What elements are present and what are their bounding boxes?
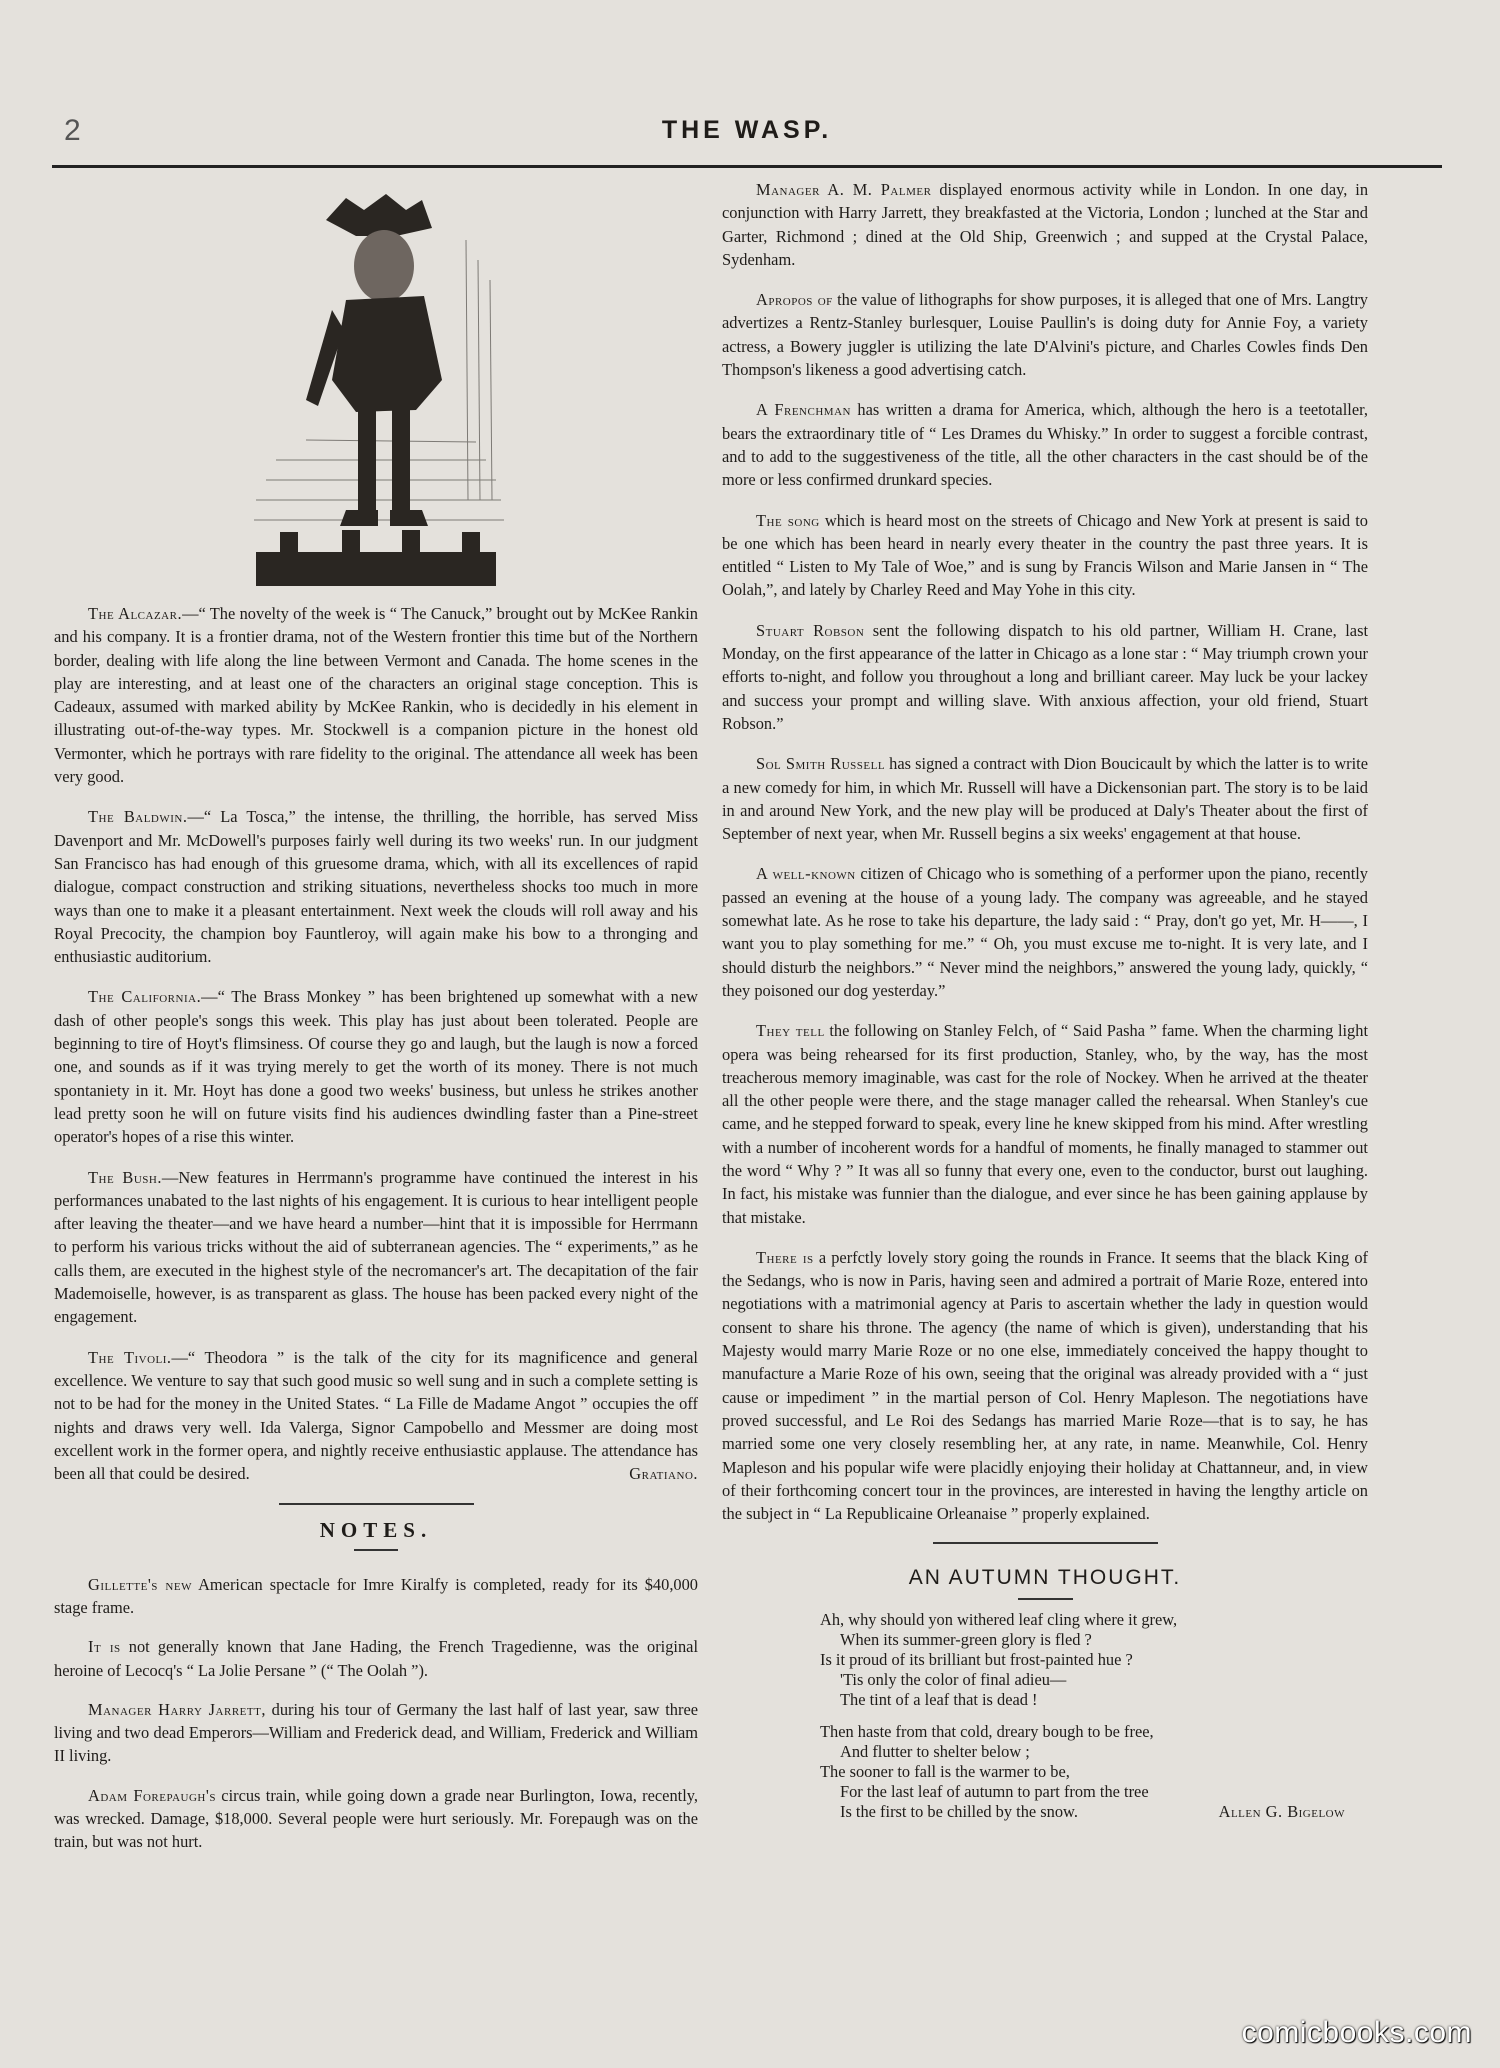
note-item <box>722 862 1368 1002</box>
note-lead: Apropos of <box>756 290 833 310</box>
note-lead: Gillette's new <box>88 1574 192 1594</box>
poem-line: The sooner to fall is the warmer to be, <box>820 1761 1070 1781</box>
article-text: —New features in Herrmann's programme have continued the interest in his performances unabated to the last nights of his engagement. It is curious to hear intelligent people after leaving the theater—and we have heard a number—hint that it is impossible for Herrmann to perform his various tricks without the aid of subterranean agencies. The “ experiments,” as he calls them, are executed in the highest style of the necromancer's art. The decapitation of the fair Mademoiselle, however, is as transparent as glass. The house has been packed every night of the engagement. <box>54 1167 698 1327</box>
note-item <box>722 509 1368 602</box>
site-watermark: comicbooks.com <box>1241 2016 1472 2049</box>
note-item <box>722 398 1368 491</box>
article-lead: The Baldwin. <box>88 807 188 827</box>
note-lead: Manager Harry Jarrett, <box>88 1699 266 1719</box>
article-lead: The Tivoli. <box>88 1347 172 1367</box>
poem-title-underline <box>1018 1598 1073 1600</box>
article-text: —“ Theodora ” is the talk of the city for its magnificence and general excellence. We venture to say that such good music so well sung and in such a complete setting is not to be had for the money in the United States. “ La Fille de Madame Angot ” occupies the off nights and draws very well. Ida Valerga, Signor Campobello and Messmer are doing most excellent work in the former opera, and nightly receive enthusiastic applause. The attendance has been all that could be desired. <box>54 1347 698 1484</box>
article-lead: The California. <box>88 987 202 1007</box>
note-text: sent the following dispatch to his old partner, William H. Crane, last Monday, on the first appearance of the latter in Chicago as a lone star : “ May triumph crown your efforts to-night, and follow you throughout a long and brilliant career. May luck be your lackey and success your prompt and willing slave. With anxious affection, your old friend, Stuart Robson.” <box>722 620 1369 733</box>
poem-line: And flutter to shelter below ; <box>840 1741 1030 1761</box>
note-text: the following on Stanley Felch, of “ Said Pasha ” fame. When the charming light opera was being rehearsed for its first production, Stanley, who, by the way, has the most treacherous memory imaginable, was cast for the role of Nockey. When he arrived at the theater all the other people were there, and the stage manager called the rehearsal. When Stanley's cue came, and he stepped forward to speak, every line he knew skipped from his mind. After wrestling with a number of incoherent words for a handful of moments, he finally managed to stammer out the word “ Why ? ” It was all so funny that every one, even to the conductor, burst out laughing. In fact, his mistake was funnier than the dialogue, and ever since he has been gaining applause by that mistake. <box>722 1021 1369 1227</box>
note-text: citizen of Chicago who is something of a performer upon the piano, recently passed an evening at the house of a young lady. The company was agreeable, and he stayed somewhat late. As he rose to take his departure, the lady said : “ Pray, don't go yet, Mr. H——, I want you to play something for me.” “ Oh, you must excuse me to-night. It is very late, and I should disturb the neighbors.” “ Never mind the neighbors,” answered the young lady, quickly, “ they poisoned our dog yesterday.” <box>722 864 1368 1000</box>
note-item <box>722 288 1368 381</box>
masthead-title: THE WASP. <box>661 116 833 144</box>
note-lead: Adam Forepaugh's <box>88 1785 216 1805</box>
poem-divider <box>933 1542 1158 1544</box>
article-text: —“ The Brass Monkey ” has been brightened up somewhat with a new dash of other people's songs this week. This play has just about been tolerated. People are beginning to tire of Hoyt's flimsiness. Of course they go and laugh, but the laugh is now a forced one, and sounds as if it was trying merely to get the worth of its money. There is not much spontaniety in it. Mr. Hoyt has done a good two weeks' business, but unless he strikes another lead pretty soon he will on future visits find his audiences dwindling faster than a Pine-street operator's hopes of a rise this winter. <box>54 987 698 1147</box>
header-rule <box>52 165 1442 168</box>
article-california <box>54 985 698 1148</box>
note-lead: Sol Smith Russell <box>756 754 886 774</box>
poem-line: When its summer-green glory is fled ? <box>840 1629 1092 1649</box>
caricature-illustration <box>246 180 506 592</box>
note-lead: There is <box>756 1247 814 1267</box>
right-column <box>722 178 1368 1822</box>
page-number: 2 <box>64 114 81 147</box>
article-bush <box>54 1166 698 1329</box>
note-lead: They tell <box>756 1021 825 1041</box>
note-text: American spectacle for Imre Kiralfy is completed, ready for its $40,000 stage frame. <box>54 1574 699 1617</box>
poem-line: Then haste from that cold, dreary bough to be free, <box>820 1721 1154 1741</box>
note-text: the value of lithographs for show purposes, it is alleged that one of Mrs. Langtry advertizes a Rentz-Stanley burlesquer, Louise Paullin's is doing duty for Annie Foy, a variety actress, a Bowery juggler is utilizing the late D'Alvini's picture, and Charles Cowles finds Den Thompson's likeness a good advertising catch. <box>722 290 1368 380</box>
note-text: not generally known that Jane Hading, the French Tragedienne, was the original heroine of Lecocq's “ La Jolie Persane ” (“ The Oolah ”). <box>54 1637 698 1680</box>
stanza-gap <box>820 1710 1345 1722</box>
note-item <box>722 752 1368 845</box>
notes-heading <box>54 1519 698 1550</box>
article-baldwin <box>54 805 698 968</box>
article-alcazar <box>54 602 698 788</box>
note-item <box>722 1246 1368 1526</box>
article-lead: The Bush. <box>88 1167 162 1187</box>
note-item <box>54 1698 698 1768</box>
note-lead: It is <box>88 1637 121 1657</box>
left-column <box>54 178 698 1870</box>
note-lead: Manager A. M. Palmer <box>756 180 932 199</box>
note-lead: A Frenchman <box>756 400 851 420</box>
poem-line: The tint of a leaf that is dead ! <box>840 1689 1038 1709</box>
note-item <box>54 1573 698 1620</box>
article-text: —“ The novelty of the week is “ The Canuck,” brought out by McKee Rankin and his company. It is a frontier drama, not of the Western frontier this time but of the Northern border, dealing with life along the line between Vermont and Canada. The home scenes in the play are interesting, and at least one of the characters an original stage conception. This is Cadeaux, assumed with marked ability by McKee Rankin, who is decidedly in his element in illustrating out-of-the-way types. Mr. Stockwell is a companion picture in the honest old Vermonter, which he portrays with rare fidelity to the original. The attendance all week has been very good. <box>54 604 698 787</box>
note-text: has written a drama for America, which, although the hero is a teetotaller, bears the extraordinary title of “ Les Drames du Whisky.” In order to suggest a forcible contrast, and to add to the suggestiveness of the title, all the other characters in the cast should be of the more or less confirmed drunkard species. <box>722 400 1368 490</box>
note-text: has signed a contract with Dion Boucicault by which the latter is to write a new comedy for him, in which Mr. Russell will have a Dickensonian part. The story is to be laid in and around New York, and the new play will be produced at Daly's Theater about the first of September of next year, when Mr. Russell begins a six weeks' engagement at that house. <box>722 754 1369 844</box>
notes-heading-underline <box>354 1549 398 1551</box>
note-item <box>722 178 1368 271</box>
article-tivoli <box>54 1346 698 1486</box>
notes-heading-text: NOTES. <box>319 1518 433 1543</box>
poem-line: For the last leaf of autumn to part from the tree <box>840 1781 1149 1801</box>
note-item <box>54 1784 698 1854</box>
poem-line: Is it proud of its brilliant but frost-painted hue ? <box>820 1649 1133 1669</box>
poem-line: Ah, why should yon withered leaf cling where it grew, <box>820 1609 1178 1629</box>
page-header <box>52 108 1442 162</box>
poem-last-line <box>820 1802 1345 1822</box>
section-divider <box>279 1503 474 1505</box>
poem-line: Is the first to be chilled by the snow. <box>840 1801 1078 1821</box>
poem-author: Allen G. Bigelow <box>1218 1801 1345 1821</box>
note-lead: The song <box>756 510 820 530</box>
note-text: during his tour of Germany the last half of last year, saw three living and two dead Emperors—William and Frederick dead, and William, Frederick and William II living. <box>54 1699 698 1766</box>
note-item <box>722 619 1368 735</box>
note-text: a perfctly lovely story going the rounds in France. It seems that the black King of the Sedangs, who is now in Paris, having seen and admired a portrait of Marie Roze, entered into negotiations with a matrimonial agency at Paris to ascertain whether the lady in question would consent to share his throne. The agency (the name of which is given), understanding that his Majesty would marry Marie Roze or no one else, immediately conceived the happy thought to manufacture a Marie Roze of his own, seeing that the original was already provided with a “ just cause or impediment ” in the martial person of Col. Henry Mapleson. The negotiations have proved successful, and Le Roi des Sedangs has married Marie Roze—that is to say, he has married some one very closely resembling her, at any rate, in name. Meanwhile, Col. Henry Mapleson and his popular wife were placidly enjoying their holiday at Chattanneur, and, in view of their forthcoming concert tour in the provinces, are interested in having the lengthy article on the subject in “ La Republicaine Orleanaise ” properly explained. <box>722 1247 1368 1524</box>
article-text: —“ La Tosca,” the intense, the thrilling, the horrible, has served Miss Davenport and Mr. McDowell's purposes fairly well during its two weeks' run. In our judgment San Francisco has had enough of this gruesome drama, which, with all its excellences of rapid dialogue, compact construction and striking situations, nevertheless shocks too much in more ways than one to make it a pleasant entertainment. Next week the clouds will roll away and his Royal Precocity, the champion boy Fauntleroy, will again make his bow to a thronging and enthusiastic auditorium. <box>54 807 698 967</box>
note-item <box>722 1019 1368 1229</box>
poem-title: AN AUTUMN THOUGHT. <box>908 1566 1182 1590</box>
note-lead: A well-known <box>756 864 856 884</box>
note-text: displayed enormous activity while in London. In one day, in conjunction with Harry Jarrett, they breakfasted at the Victoria, London ; lunched at the Star and Garter, Richmond ; dined at the Old Ship, Greenwich ; and supped at the Crystal Palace, Sydenham. <box>722 180 1369 269</box>
poem-line: 'Tis only the color of final adieu— <box>840 1669 1067 1689</box>
article-signature: Gratiano. <box>629 1464 698 1484</box>
note-text: which is heard most on the streets of Chicago and New York at present is said to be one which has been heard in nearly every theater in the country the past three years. It is entitled “ Listen to My Tale of Woe,” and is sung by Francis Wilson and Marie Jansen in “ The Oolah,”, and lately by Charley Reed and May Yohe in this city. <box>722 510 1368 600</box>
note-text: circus train, while going down a grade near Burlington, Iowa, recently, was wrecked. Damage, $18,000. Several people were hurt seriously. Mr. Forepaugh was on the train, but was not hurt. <box>54 1785 698 1852</box>
note-item <box>54 1635 698 1682</box>
poem-body <box>820 1610 1345 1822</box>
article-lead: The Alcazar. <box>88 604 183 623</box>
note-lead: Stuart Robson <box>756 620 865 640</box>
